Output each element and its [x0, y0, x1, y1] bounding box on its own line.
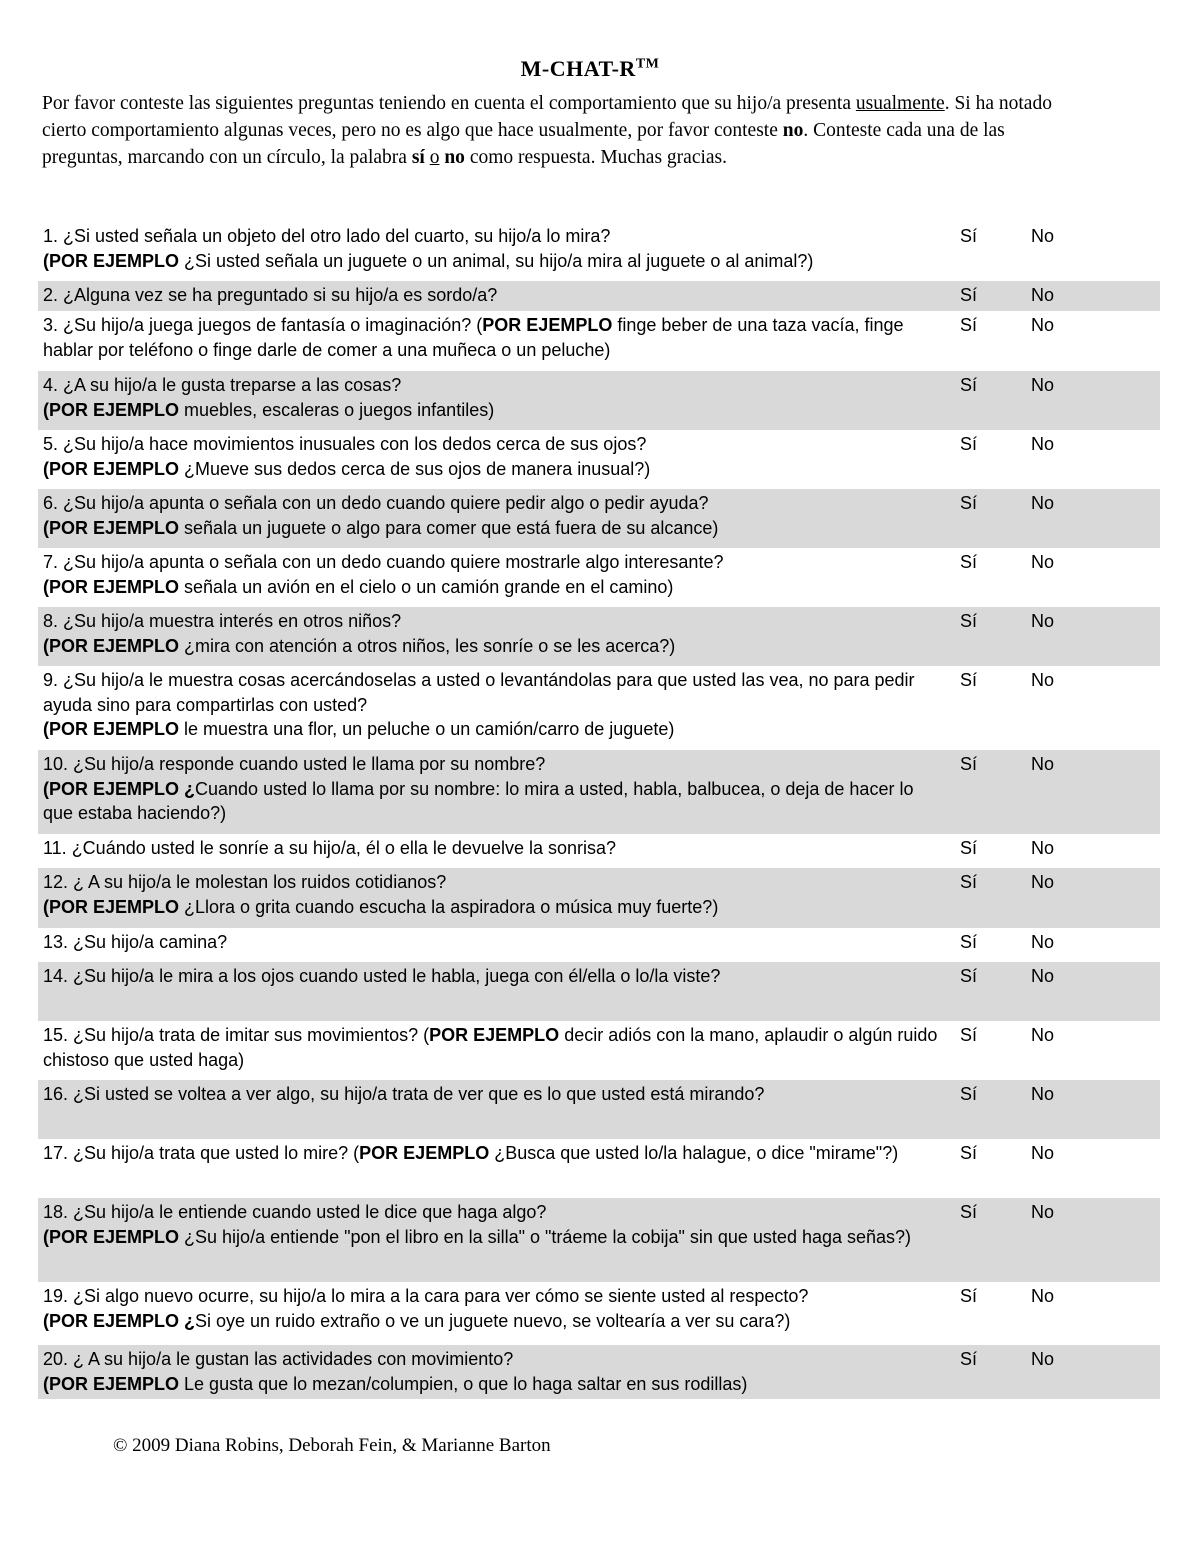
question-row — [38, 868, 1160, 928]
example-label: (POR EJEMPLO — [43, 576, 180, 597]
question-prompt: 13. ¿Su hijo/a camina? — [43, 932, 228, 952]
question-prompt: 15. ¿Su hijo/a trata de imitar sus movimientos? ( — [43, 1025, 430, 1045]
example-label: (POR EJEMPLO — [43, 635, 180, 656]
question-text — [43, 870, 943, 919]
answer-yes-option[interactable]: Sí — [960, 1084, 978, 1104]
example-text: ¿Mueve sus dedos cerca de sus ojos de manera inusual?) — [179, 458, 651, 479]
intro-bold: sí — [411, 147, 425, 168]
intro-bold: no — [444, 147, 465, 168]
example-text: finge beber de una taza vacía, finge hablar por teléfono o finge darle de comer a una muñeca o un peluche) — [43, 315, 904, 360]
example-label: (POR EJEMPLO — [43, 1373, 180, 1394]
example-label: (POR EJEMPLO — [43, 896, 180, 917]
question-text — [43, 224, 943, 273]
answer-no-option[interactable]: No — [1031, 611, 1055, 631]
example-text: Le gusta que lo mezan/columpien, o que lo haga saltar en sus rodillas) — [179, 1373, 748, 1394]
intro-underlined: usualmente — [855, 93, 945, 114]
intro-text: . Conteste cada una de las preguntas, marcando con un círculo, la palabra — [42, 120, 1005, 168]
question-text — [43, 373, 943, 422]
answer-yes-option[interactable]: Sí — [960, 1286, 978, 1306]
copyright-notice: © 2009 Diana Robins, Deborah Fein, & Marianne Barton — [113, 1435, 551, 1456]
question-row — [38, 430, 1160, 489]
example-label: (POR EJEMPLO — [43, 250, 180, 271]
answer-yes-option[interactable]: Sí — [960, 434, 978, 454]
question-text — [43, 283, 943, 308]
answer-yes-option[interactable]: Sí — [960, 754, 978, 774]
title-text: M-CHAT-R — [520, 56, 636, 81]
answer-no-option[interactable]: No — [1031, 932, 1055, 952]
answer-yes-option[interactable]: Sí — [960, 226, 978, 246]
question-text — [43, 1347, 943, 1396]
question-text — [43, 930, 943, 955]
question-row — [38, 371, 1160, 430]
question-row — [38, 928, 1160, 962]
example-text: ¿Llora o grita cuando escucha la aspiradora o música muy fuerte?) — [179, 896, 719, 917]
answer-no-option[interactable]: No — [1031, 434, 1055, 454]
example-label: (POR EJEMPLO ¿ — [43, 778, 196, 799]
question-prompt: 6. ¿Su hijo/a apunta o señala con un dedo cuando quiere pedir algo o pedir ayuda? — [43, 493, 709, 513]
answer-yes-option[interactable]: Sí — [960, 285, 978, 305]
answer-no-option[interactable]: No — [1031, 754, 1055, 774]
question-row — [38, 222, 1160, 281]
question-prompt: 5. ¿Su hijo/a hace movimientos inusuales con los dedos cerca de sus ojos? — [43, 434, 647, 454]
question-prompt: 4. ¿A su hijo/a le gusta treparse a las cosas? — [43, 375, 402, 395]
answer-yes-option[interactable]: Sí — [960, 872, 978, 892]
question-prompt: 9. ¿Su hijo/a le muestra cosas acercándoselas a usted o levantándolas para que usted las vea, no para pedir ayuda sino para compartirlas con usted? — [43, 670, 915, 715]
question-prompt: 3. ¿Su hijo/a juega juegos de fantasía o imaginación? ( — [43, 315, 483, 335]
example-text: señala un avión en el cielo o un camión grande en el camino) — [179, 576, 674, 597]
example-label: POR EJEMPLO — [359, 1143, 490, 1163]
answer-no-option[interactable]: No — [1031, 966, 1055, 986]
example-text: ¿mira con atención a otros niños, les sonríe o se les acerca?) — [179, 635, 676, 656]
question-text — [43, 609, 943, 658]
question-text — [43, 1082, 943, 1107]
answer-yes-option[interactable]: Sí — [960, 966, 978, 986]
example-label: POR EJEMPLO — [482, 315, 613, 335]
answer-no-option[interactable]: No — [1031, 552, 1055, 572]
answer-no-option[interactable]: No — [1031, 1084, 1055, 1104]
answer-yes-option[interactable]: Sí — [960, 1143, 978, 1163]
example-text: Cuando usted lo llama por su nombre: lo mira a usted, habla, balbucea, o deja de hacer lo que estaba haciendo?) — [43, 778, 914, 823]
question-text — [43, 550, 943, 599]
answer-yes-option[interactable]: Sí — [960, 932, 978, 952]
answer-no-option[interactable]: No — [1031, 285, 1055, 305]
question-row — [38, 1345, 1160, 1399]
question-row — [38, 1021, 1160, 1080]
question-row — [38, 548, 1160, 607]
question-row — [38, 1139, 1160, 1198]
question-text — [43, 964, 943, 989]
example-text: muebles, escaleras o juegos infantiles) — [179, 399, 495, 420]
question-prompt: 12. ¿ A su hijo/a le molestan los ruidos cotidianos? — [43, 872, 447, 892]
question-row — [38, 607, 1160, 666]
answer-no-option[interactable]: No — [1031, 838, 1055, 858]
question-text — [43, 1023, 943, 1072]
answer-no-option[interactable]: No — [1031, 226, 1055, 246]
answer-yes-option[interactable]: Sí — [960, 611, 978, 631]
question-row — [38, 962, 1160, 1021]
question-prompt: 7. ¿Su hijo/a apunta o señala con un dedo cuando quiere mostrarle algo interesante? — [43, 552, 724, 572]
answer-no-option[interactable]: No — [1031, 1286, 1055, 1306]
question-row — [38, 1080, 1160, 1139]
answer-yes-option[interactable]: Sí — [960, 493, 978, 513]
answer-no-option[interactable]: No — [1031, 1202, 1055, 1222]
example-text: ¿Su hijo/a entiende "pon el libro en la silla" o "tráeme la cobija" sin que usted haga señas?) — [179, 1226, 912, 1247]
question-prompt: 18. ¿Su hijo/a le entiende cuando usted le dice que haga algo? — [43, 1202, 547, 1222]
answer-yes-option[interactable]: Sí — [960, 1202, 978, 1222]
question-row — [38, 666, 1160, 750]
question-text — [43, 432, 943, 481]
question-text — [43, 491, 943, 540]
answer-no-option[interactable]: No — [1031, 315, 1055, 335]
answer-no-option[interactable]: No — [1031, 493, 1055, 513]
intro-bold: no — [782, 120, 804, 141]
example-label: (POR EJEMPLO — [43, 1226, 180, 1247]
example-text: ¿Busca que usted lo/la halague, o dice "mirame"?) — [489, 1143, 899, 1163]
question-text — [43, 313, 943, 362]
question-list — [38, 222, 1160, 1399]
answer-yes-option[interactable]: Sí — [960, 375, 978, 395]
answer-no-option[interactable]: No — [1031, 1025, 1055, 1045]
question-prompt: 16. ¿Si usted se voltea a ver algo, su hijo/a trata de ver que es lo que usted está mirando? — [43, 1084, 765, 1104]
page-title — [0, 56, 1180, 82]
trademark-mark: TM — [635, 56, 660, 72]
example-text: le muestra una flor, un peluche o un camión/carro de juguete) — [179, 719, 675, 739]
intro-underlined: o — [429, 147, 440, 168]
question-text — [43, 1200, 943, 1249]
question-prompt: 1. ¿Si usted señala un objeto del otro lado del cuarto, su hijo/a lo mira? — [43, 226, 611, 246]
example-text: decir adiós con la mano, aplaudir o algún ruido chistoso que usted haga) — [43, 1025, 938, 1070]
question-text — [43, 752, 943, 826]
answer-yes-option[interactable]: Sí — [960, 838, 978, 858]
question-row — [38, 311, 1160, 371]
answer-no-option[interactable]: No — [1031, 670, 1055, 690]
question-text — [43, 668, 943, 742]
question-prompt: 14. ¿Su hijo/a le mira a los ojos cuando usted le habla, juega con él/ella o lo/la viste? — [43, 966, 721, 986]
question-row — [38, 834, 1160, 868]
answer-no-option[interactable]: No — [1031, 1349, 1055, 1369]
question-row — [38, 750, 1160, 834]
answer-yes-option[interactable]: Sí — [960, 315, 978, 335]
example-text: señala un juguete o algo para comer que está fuera de su alcance) — [179, 517, 719, 538]
question-text — [43, 1284, 943, 1333]
example-label: (POR EJEMPLO — [43, 517, 180, 538]
intro-text: como respuesta. Muchas gracias. — [464, 147, 728, 168]
example-label: (POR EJEMPLO — [43, 719, 180, 739]
question-text — [43, 836, 943, 861]
question-prompt: 11. ¿Cuándo usted le sonríe a su hijo/a, él o ella le devuelve la sonrisa? — [43, 838, 617, 858]
example-label: (POR EJEMPLO ¿ — [43, 1310, 196, 1331]
question-prompt: 2. ¿Alguna vez se ha preguntado si su hijo/a es sordo/a? — [43, 285, 498, 305]
example-text: Si oye un ruido extraño o ve un juguete nuevo, se voltearía a ver su cara?) — [195, 1310, 791, 1331]
answer-yes-option[interactable]: Sí — [960, 552, 978, 572]
intro-text: . Si ha notado cierto comportamiento algunas veces, pero no es algo que hace usualmente, por favor conteste — [42, 93, 1052, 141]
question-text — [43, 1141, 943, 1166]
question-row — [38, 1198, 1160, 1282]
question-prompt: 8. ¿Su hijo/a muestra interés en otros niños? — [43, 611, 402, 631]
answer-yes-option[interactable]: Sí — [960, 1025, 978, 1045]
example-label: (POR EJEMPLO — [43, 399, 180, 420]
answer-yes-option[interactable]: Sí — [960, 1349, 978, 1369]
answer-no-option[interactable]: No — [1031, 375, 1055, 395]
question-prompt: 10. ¿Su hijo/a responde cuando usted le llama por su nombre? — [43, 754, 546, 774]
question-prompt: 17. ¿Su hijo/a trata que usted lo mire? ( — [43, 1143, 360, 1163]
answer-no-option[interactable]: No — [1031, 872, 1055, 892]
instructions-paragraph — [42, 90, 1052, 171]
example-text: ¿Si usted señala un juguete o un animal, su hijo/a mira al juguete o al animal?) — [179, 250, 814, 271]
question-row — [38, 281, 1160, 311]
answer-no-option[interactable]: No — [1031, 1143, 1055, 1163]
question-prompt: 19. ¿Si algo nuevo ocurre, su hijo/a lo mira a la cara para ver cómo se siente usted al respecto? — [43, 1286, 809, 1306]
question-row — [38, 489, 1160, 548]
intro-text: Por favor conteste las siguientes preguntas teniendo en cuenta el comportamiento que su hijo/a presenta — [42, 93, 856, 114]
example-label: POR EJEMPLO — [429, 1025, 560, 1045]
example-label: (POR EJEMPLO — [43, 458, 180, 479]
answer-yes-option[interactable]: Sí — [960, 670, 978, 690]
question-prompt: 20. ¿ A su hijo/a le gustan las actividades con movimiento? — [43, 1349, 514, 1369]
question-row — [38, 1282, 1160, 1345]
